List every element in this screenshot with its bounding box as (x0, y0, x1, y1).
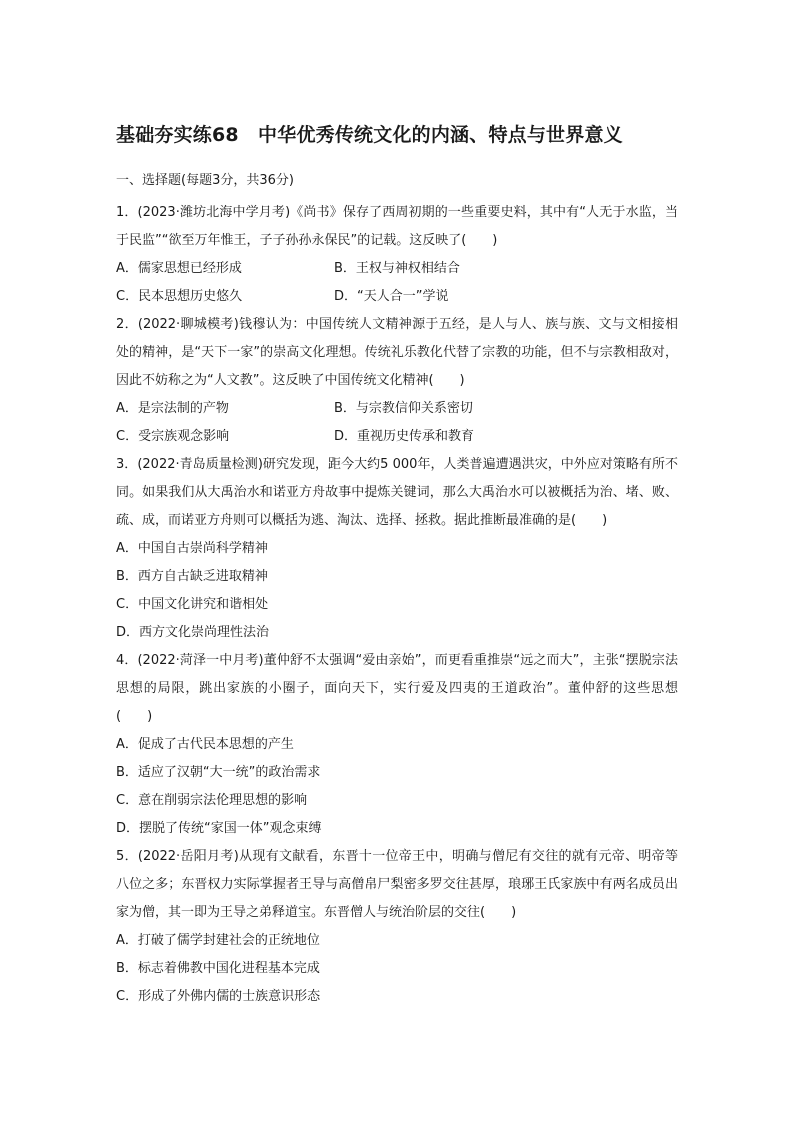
options (116, 535, 678, 647)
option-a: A．是宗法制的产物 (116, 401, 229, 416)
option-b: B．西方自古缺乏进取精神 (116, 569, 268, 584)
option-b: B．标志着佛教中国化进程基本完成 (116, 961, 320, 976)
document-page (116, 118, 678, 1011)
option-row (116, 255, 678, 283)
option-row (116, 395, 678, 423)
question-1 (116, 199, 678, 311)
option-c: C．意在削弱宗法伦理思想的影响 (116, 793, 308, 808)
options (116, 255, 678, 311)
option-d: D．“天人合一”学说 (334, 289, 449, 304)
option-row (116, 423, 678, 451)
question-stem: 4．(2022·菏泽一中月考)董仲舒不太强调“爱由亲始”，而更看重推崇“远之而大”，主张“摆脱宗法思想的局限，跳出家族的小圈子，面向天下，实行爱及四夷的王道政治”。董仲舒的这些思想( ) (116, 653, 678, 724)
option-c: C．形成了外佛内儒的士族意识形态 (116, 989, 321, 1004)
options (116, 731, 678, 843)
option-a: A．儒家思想已经形成 (116, 261, 242, 276)
question-5 (116, 843, 678, 1011)
option-row (116, 283, 678, 311)
question-stem: 1．(2023·潍坊北海中学月考)《尚书》保存了西周初期的一些重要史料，其中有“人无于水监，当于民监”“欲至万年惟王，子子孙孙永保民”的记载。这反映了( ) (116, 205, 678, 248)
question-4 (116, 647, 678, 843)
options (116, 927, 678, 1011)
option-b: B．与宗教信仰关系密切 (334, 401, 473, 416)
question-2 (116, 311, 678, 451)
options (116, 395, 678, 451)
question-stem: 2．(2022·聊城模考)钱穆认为：中国传统人文精神源于五经，是人与人、族与族、文与文相接相处的精神，是“天下一家”的崇高文化理想。传统礼乐教化代替了宗教的功能，但不与宗教相敌对，因此不妨称之为“人文教”。这反映了中国传统文化精神( ) (116, 317, 678, 388)
question-stem: 5．(2022·岳阳月考)从现有文献看，东晋十一位帝王中，明确与僧尼有交往的就有元帝、明帝等八位之多；东晋权力实际掌握者王导与高僧帛尸梨密多罗交往甚厚，琅琊王氏家族中有两名成员出家为僧，其一即为王导之弟释道宝。东晋僧人与统治阶层的交往( ) (116, 849, 678, 920)
option-b: B．适应了汉朝“大一统”的政治需求 (116, 765, 321, 780)
option-d: D．西方文化崇尚理性法治 (116, 625, 270, 640)
option-a: A．打破了儒学封建社会的正统地位 (116, 933, 320, 948)
option-d: D．重视历史传承和教育 (334, 429, 475, 444)
option-a: A．促成了古代民本思想的产生 (116, 737, 294, 752)
option-d: D．摆脱了传统“家国一体”观念束缚 (116, 821, 322, 836)
option-b: B．王权与神权相结合 (334, 261, 460, 276)
option-c: C．中国文化讲究和谐相处 (116, 597, 269, 612)
question-3 (116, 451, 678, 647)
option-c: C．受宗族观念影响 (116, 429, 230, 444)
question-stem: 3．(2022·青岛质量检测)研究发现，距今大约5 000年，人类普遍遭遇洪灾，中外应对策略有所不同。如果我们从大禹治水和诺亚方舟故事中提炼关键词，那么大禹治水可以被概括为治、堵、败、疏、成，而诺亚方舟则可以概括为逃、淘汰、选择、拯救。据此推断最准确的是( ) (116, 457, 678, 528)
option-a: A．中国自古崇尚科学精神 (116, 541, 268, 556)
section-heading: 一、选择题(每题3分，共36分) (116, 173, 294, 188)
page-title: 基础夯实练68 中华优秀传统文化的内涵、特点与世界意义 (116, 124, 623, 146)
option-c: C．民本思想历史悠久 (116, 289, 243, 304)
